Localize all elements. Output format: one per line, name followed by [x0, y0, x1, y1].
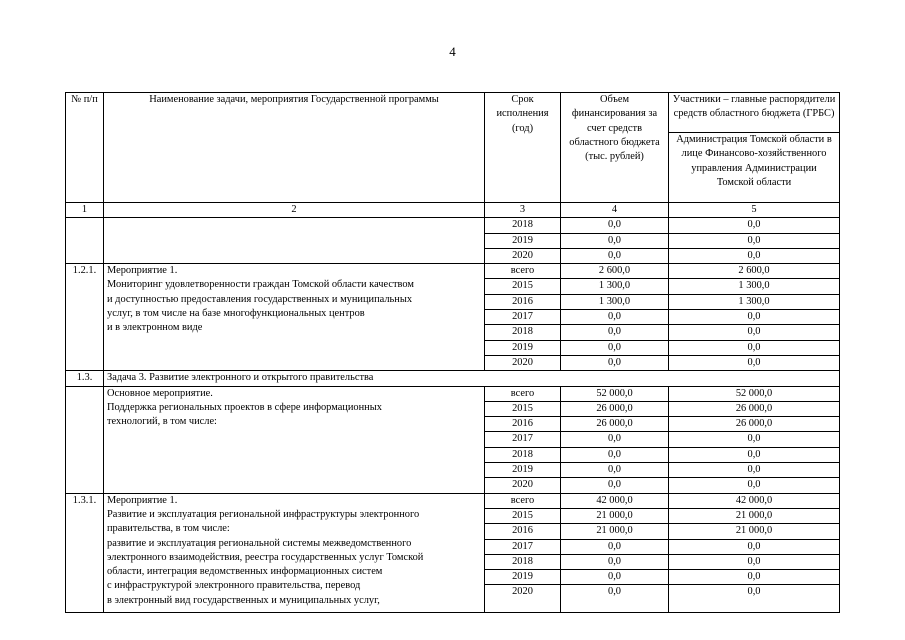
column-number: 3 [485, 203, 561, 218]
header-term-cell: Срок исполнения (год) [485, 93, 561, 203]
amount-cell: 26 000,0 [561, 417, 669, 432]
amount-cell: 0,0 [561, 447, 669, 462]
column-number: 1 [66, 203, 104, 218]
year-cell: 2019 [485, 463, 561, 478]
year-cell: 2020 [485, 478, 561, 493]
amount-cell: 0,0 [561, 340, 669, 355]
table-row [66, 493, 840, 508]
task-row [66, 371, 840, 386]
grbs-cell: 0,0 [669, 447, 840, 462]
grbs-cell: 0,0 [669, 463, 840, 478]
measure-title: Мероприятие 1. [107, 265, 178, 277]
amount-cell: 0,0 [561, 248, 669, 263]
amount-cell: 21 000,0 [561, 508, 669, 523]
measure-line: правительства, в том числе: [107, 523, 230, 535]
grbs-cell: 0,0 [669, 218, 840, 233]
year-cell: 2016 [485, 294, 561, 309]
amount-cell: 0,0 [561, 570, 669, 585]
measure-title: Мероприятие 1. [107, 494, 178, 506]
grbs-cell: 0,0 [669, 554, 840, 569]
grbs-cell: 21 000,0 [669, 508, 840, 523]
year-cell: 2019 [485, 233, 561, 248]
grbs-cell: 0,0 [669, 325, 840, 340]
amount-cell: 0,0 [561, 355, 669, 370]
header-row [66, 93, 840, 133]
grbs-cell: 0,0 [669, 432, 840, 447]
column-number: 2 [104, 203, 485, 218]
column-number: 5 [669, 203, 840, 218]
grbs-cell: 42 000,0 [669, 493, 840, 508]
measure-line: и в электронном виде [107, 322, 203, 334]
row-number-cell: 1.2.1. [66, 264, 104, 371]
grbs-cell: 0,0 [669, 585, 840, 613]
table-row [66, 386, 840, 401]
year-cell: всего [485, 264, 561, 279]
amount-cell: 0,0 [561, 325, 669, 340]
measure-line: Мониторинг удовлетворенности граждан Томской области качеством [107, 279, 414, 291]
row-name-cell [104, 264, 485, 371]
amount-cell: 2 600,0 [561, 264, 669, 279]
amount-cell: 0,0 [561, 585, 669, 613]
amount-cell: 42 000,0 [561, 493, 669, 508]
grbs-cell: 0,0 [669, 539, 840, 554]
grbs-cell: 0,0 [669, 570, 840, 585]
page-number: 4 [449, 44, 456, 59]
year-cell: всего [485, 493, 561, 508]
year-cell: 2020 [485, 248, 561, 263]
measure-line: и доступностью предоставления государственных и муниципальных [107, 293, 413, 305]
row-number-cell: 1.3.1. [66, 493, 104, 613]
year-cell: 2019 [485, 570, 561, 585]
year-cell: 2017 [485, 310, 561, 325]
table-row [66, 218, 840, 233]
amount-cell: 0,0 [561, 554, 669, 569]
measure-line: технологий, в том числе: [107, 416, 217, 428]
grbs-cell: 26 000,0 [669, 417, 840, 432]
header-volume-cell: Объем финансирования за счет средств областного бюджета (тыс. рублей) [561, 93, 669, 203]
amount-cell: 52 000,0 [561, 386, 669, 401]
measure-line: услуг, в том числе на базе многофункциональных центров [107, 308, 365, 320]
measure-title: Основное мероприятие. [107, 387, 213, 399]
amount-cell: 0,0 [561, 478, 669, 493]
grbs-cell: 0,0 [669, 478, 840, 493]
year-cell: 2019 [485, 340, 561, 355]
grbs-cell: 0,0 [669, 340, 840, 355]
amount-cell: 0,0 [561, 463, 669, 478]
amount-cell: 0,0 [561, 310, 669, 325]
row-number-cell [66, 218, 104, 264]
task-title-cell: Задача 3. Развитие электронного и открытого правительства [104, 371, 840, 386]
measure-line: области, интеграция ведомственных информационных систем [107, 566, 383, 578]
amount-cell: 1 300,0 [561, 294, 669, 309]
row-number-cell [66, 386, 104, 493]
year-cell: 2017 [485, 539, 561, 554]
amount-cell: 0,0 [561, 539, 669, 554]
amount-cell: 21 000,0 [561, 524, 669, 539]
grbs-cell: 52 000,0 [669, 386, 840, 401]
grbs-cell: 0,0 [669, 248, 840, 263]
amount-cell: 26 000,0 [561, 401, 669, 416]
header-name-cell: Наименование задачи, мероприятия Государственной программы [104, 93, 485, 203]
grbs-cell: 0,0 [669, 355, 840, 370]
header-number-cell: № п/п [66, 93, 104, 203]
grbs-cell: 26 000,0 [669, 401, 840, 416]
year-cell: 2020 [485, 585, 561, 613]
year-cell: всего [485, 386, 561, 401]
row-name-cell [104, 386, 485, 493]
measure-line: с инфраструктурой электронного правительства, перевод [107, 580, 361, 592]
year-cell: 2016 [485, 524, 561, 539]
grbs-cell: 1 300,0 [669, 294, 840, 309]
row-name-cell [104, 493, 485, 613]
amount-cell: 1 300,0 [561, 279, 669, 294]
measure-line: электронного взаимодействия, реестра государственных услуг Томской [107, 551, 424, 563]
measure-line: в электронный вид государственных и муниципальных услуг, [107, 594, 380, 606]
measure-line: развитие и эксплуатация региональной системы межведомственного [107, 537, 412, 549]
row-name-cell [104, 218, 485, 264]
year-cell: 2015 [485, 401, 561, 416]
year-cell: 2018 [485, 554, 561, 569]
grbs-cell: 0,0 [669, 233, 840, 248]
column-number: 4 [561, 203, 669, 218]
year-cell: 2016 [485, 417, 561, 432]
year-cell: 2018 [485, 325, 561, 340]
program-table [65, 92, 840, 613]
amount-cell: 0,0 [561, 432, 669, 447]
amount-cell: 0,0 [561, 218, 669, 233]
year-cell: 2018 [485, 218, 561, 233]
header-administration-cell: Администрация Томской области в лице Финансово-хозяйственного управления Администрации Томской области [669, 133, 840, 203]
column-number-row [66, 203, 840, 218]
year-cell: 2018 [485, 447, 561, 462]
row-number-cell: 1.3. [66, 371, 104, 386]
grbs-cell: 2 600,0 [669, 264, 840, 279]
measure-line: Развитие и эксплуатация региональной инфраструктуры электронного [107, 508, 420, 520]
grbs-cell: 1 300,0 [669, 279, 840, 294]
measure-line: Поддержка региональных проектов в сфере информационных [107, 401, 382, 413]
year-cell: 2017 [485, 432, 561, 447]
year-cell: 2015 [485, 279, 561, 294]
year-cell: 2020 [485, 355, 561, 370]
amount-cell: 0,0 [561, 233, 669, 248]
table-row [66, 264, 840, 279]
year-cell: 2015 [485, 508, 561, 523]
header-participants-cell: Участники – главные распорядители средств областного бюджета (ГРБС) [669, 93, 840, 133]
grbs-cell: 0,0 [669, 310, 840, 325]
grbs-cell: 21 000,0 [669, 524, 840, 539]
